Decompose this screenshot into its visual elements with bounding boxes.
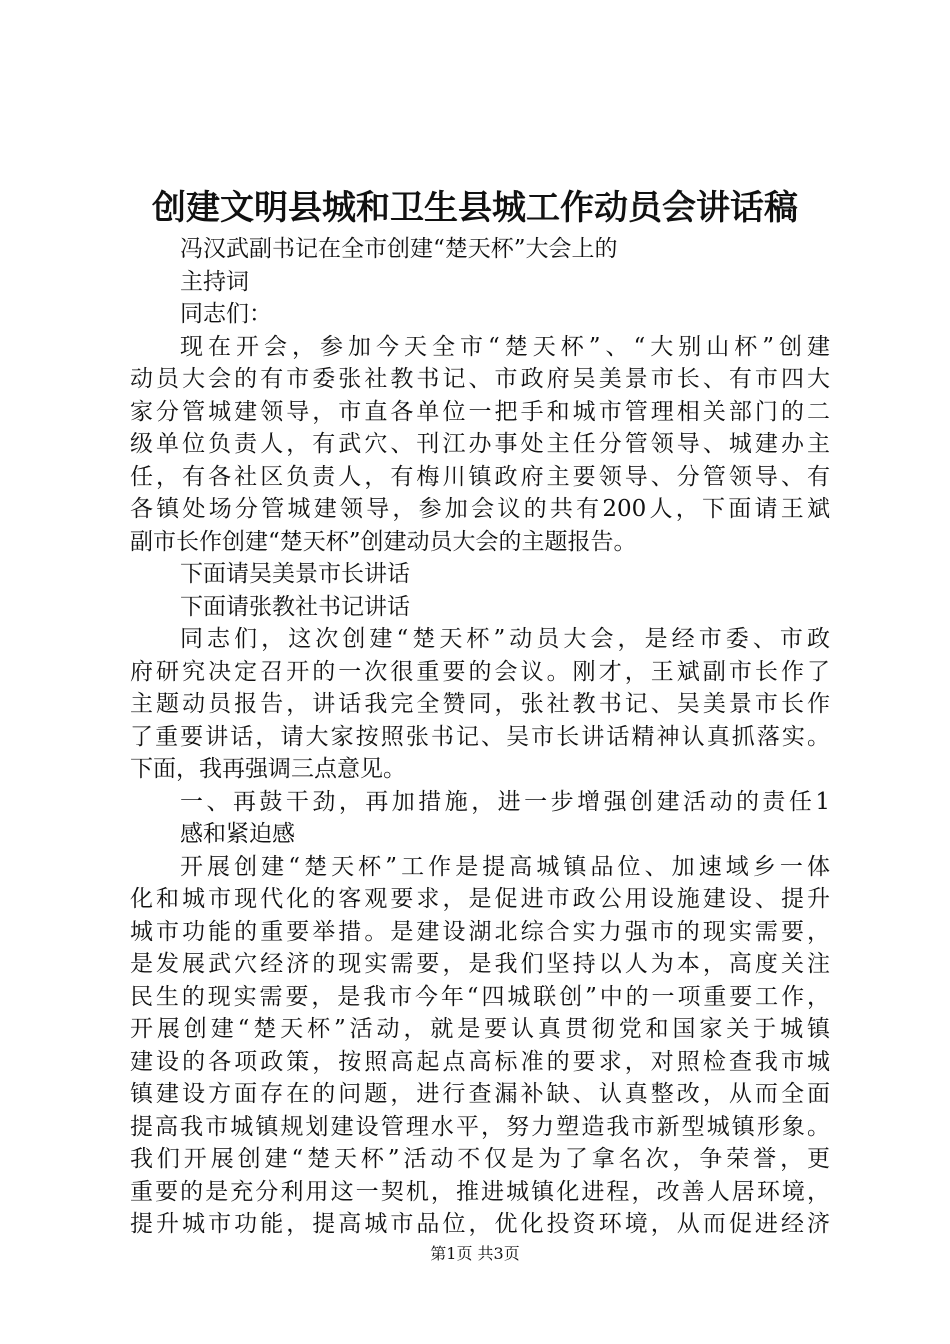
text-line: 提高我市城镇规划建设管理水平，努力塑造我市新型城镇形象。 xyxy=(130,1113,830,1140)
text-line: 了重要讲话，请大家按照张书记、吴市长讲话精神认真抓落实。 xyxy=(130,723,830,750)
text-line: 下面，我再强调三点意见。 xyxy=(130,756,406,782)
text-line: 感和紧迫感 xyxy=(180,821,295,847)
text-line: 重要的是充分利用这一契机，推进城镇化进程，改善人居环境， xyxy=(130,1178,830,1205)
text-line: 是发展武穴经济的现实需要，是我们坚持以人为本，高度关注 xyxy=(130,951,830,977)
text-line: 开展创建“楚天杯”活动，就是要认真贯彻党和国家关于城镇 xyxy=(130,1016,830,1042)
text-line: 动员大会的有市委张社教书记、市政府吴美景市长、有市四大 xyxy=(130,366,830,392)
text-line: 主题动员报告，讲话我完全赞同，张社教书记、吴美景市长作 xyxy=(130,691,830,717)
text-line: 开展创建“楚天杯”工作是提高城镇品位、加速域乡一体 xyxy=(180,853,830,880)
text-line: 家分管城建领导，市直各单位一把手和城市管理相关部门的二 xyxy=(130,398,830,425)
text-line: 任，有各社区负责人，有梅川镇政府主要领导、分管领导、有 xyxy=(130,463,830,490)
text-line: 化和城市现代化的客观要求，是促进市政公用设施建设、提升 xyxy=(130,886,830,912)
text-line: 民生的现实需要，是我市今年“四城联创”中的一项重要工作， xyxy=(130,983,830,1010)
text-line: 下面请吴美景市长讲话 xyxy=(180,561,410,587)
text-line: 副市长作创建“楚天杯”创建动员大会的主题报告。 xyxy=(130,528,637,555)
text-line: 城市功能的重要举措。是建设湖北综合实力强市的现实需要， xyxy=(130,918,830,945)
document-body xyxy=(130,233,830,1241)
text-line: 镇建设方面存在的问题，进行查漏补缺、认真整改，从而全面 xyxy=(130,1081,830,1107)
page-footer: 第1页 共3页 xyxy=(430,1244,520,1263)
text-line: 冯汉武副书记在全市创建“楚天杯”大会上的 xyxy=(180,236,618,262)
text-line: 同志们，这次创建“楚天杯”动员大会，是经市委、市政 xyxy=(180,626,830,652)
text-line: 同志们： xyxy=(180,301,272,327)
text-line: 现在开会，参加今天全市“楚天杯”、“大别山杯”创建 xyxy=(180,333,830,360)
text-line: 建设的各项政策，按照高起点高标准的要求，对照检查我市城 xyxy=(130,1048,830,1075)
text-line: 主持词 xyxy=(180,268,249,295)
text-line: 府研究决定召开的一次很重要的会议。刚才，王斌副市长作了 xyxy=(130,658,830,685)
text-line: 我们开展创建“楚天杯”活动不仅是为了拿名次，争荣誉，更 xyxy=(130,1146,830,1172)
text-line: 级单位负责人，有武穴、刊江办事处主任分管领导、城建办主 xyxy=(130,431,830,457)
text-line: 一、再鼓干劲，再加措施，进一步增强创建活动的责任1 xyxy=(180,788,830,815)
text-line: 提升城市功能，提高城市品位，优化投资环境，从而促进经济 xyxy=(130,1211,830,1237)
text-line: 下面请张教社书记讲话 xyxy=(180,593,410,620)
text-line: 各镇处场分管城建领导，参加会议的共有200人，下面请王斌 xyxy=(130,496,830,522)
document-title: 创建文明县城和卫生县城工作动员会讲话稿 xyxy=(152,188,798,228)
